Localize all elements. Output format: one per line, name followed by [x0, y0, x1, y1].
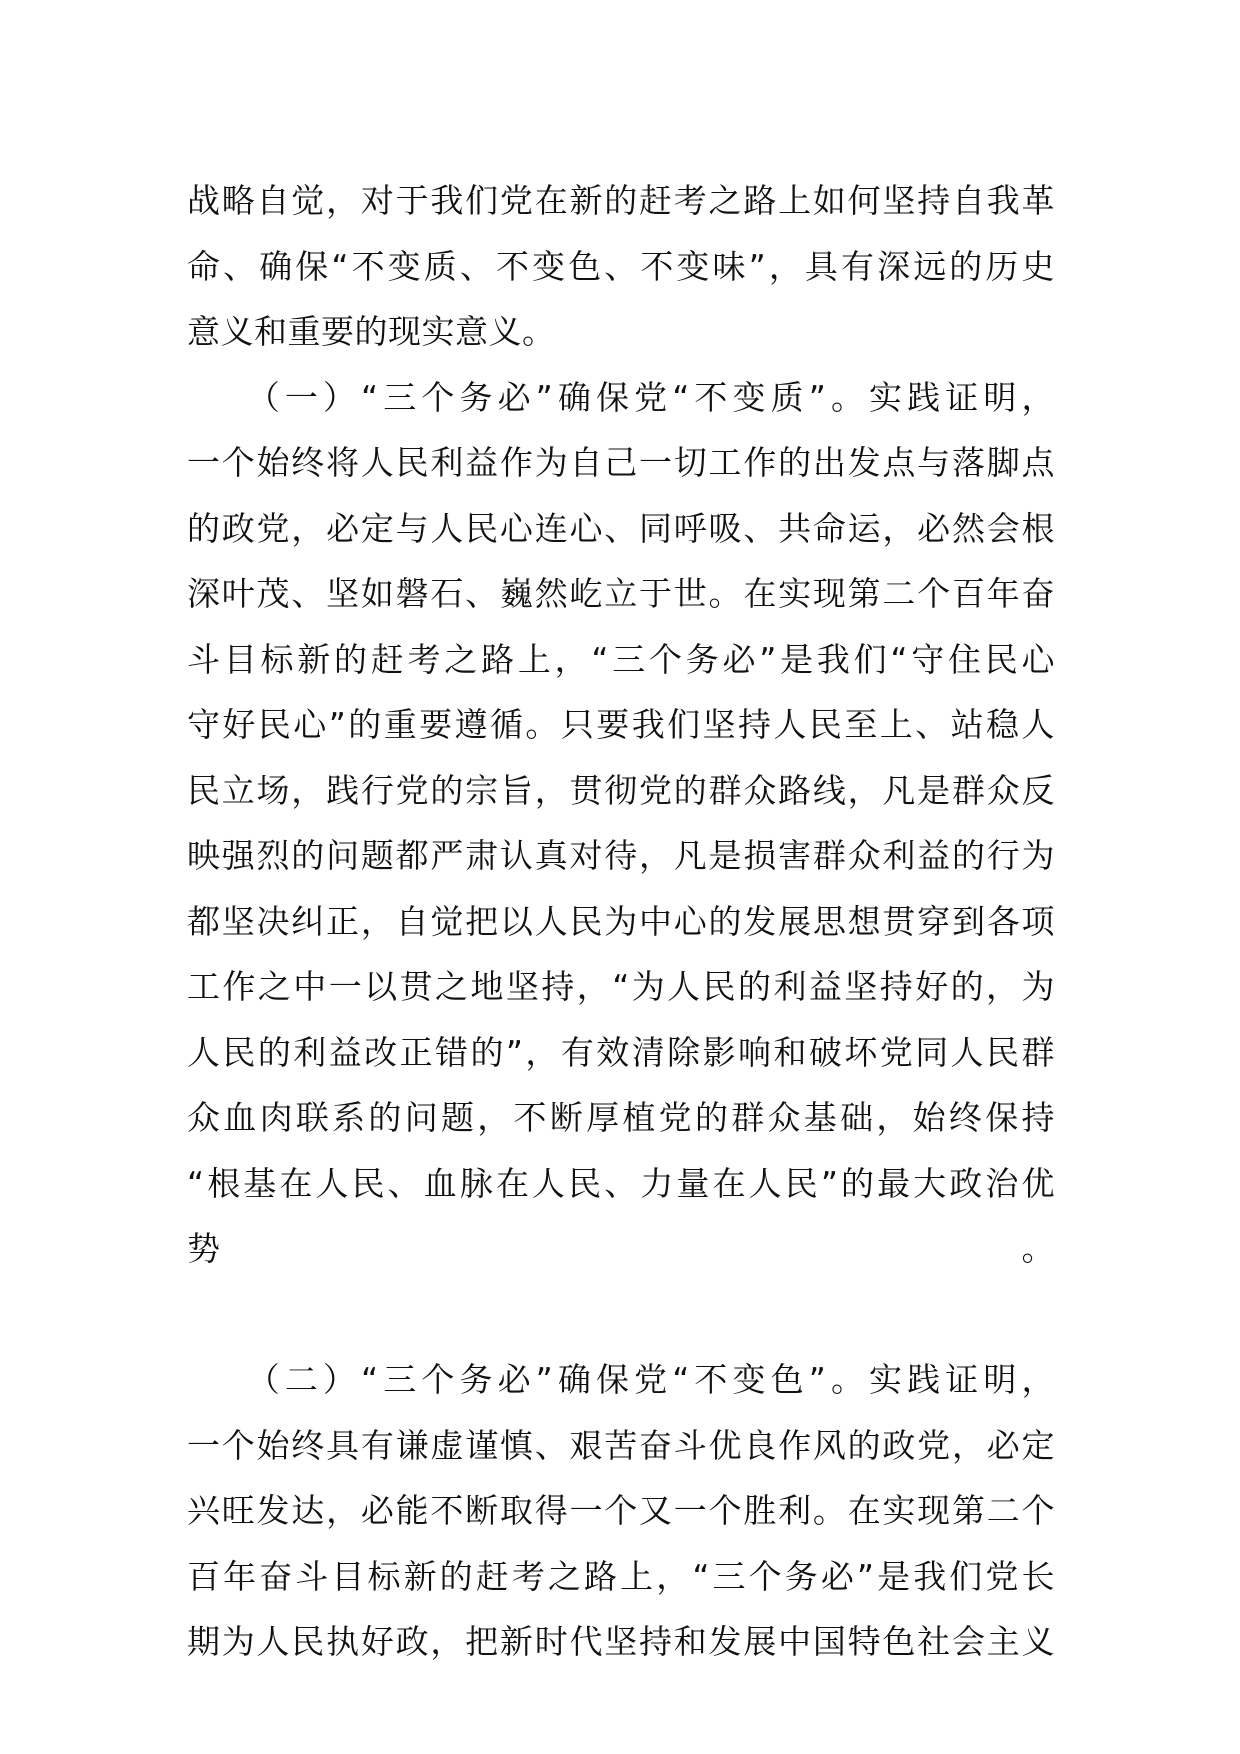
paragraph-section-one [187, 365, 1055, 1348]
paragraph-section-two [187, 1347, 1055, 1675]
paragraph-intro-continuation [187, 168, 1055, 365]
section-heading-line: （二）“三个务必”确保党“不变色”。实践证明， [187, 1360, 1055, 1399]
text-line: 都坚决纠正，自觉把以人民为中心的发展思想贯穿到各项 [187, 901, 1055, 941]
text-line: 工作之中一以贯之地坚持，“为人民的利益坚持好的，为 [187, 967, 1055, 1006]
text-line: 战略自觉，对于我们党在新的赶考之路上如何坚持自我革 [187, 181, 1055, 220]
text-line: 守好民心”的重要遵循。只要我们坚持人民至上、站稳人 [187, 705, 1055, 744]
text-line: “根基在人民、血脉在人民、力量在人民”的最大政治优 [187, 1163, 1055, 1203]
section-heading-line: （一）“三个务必”确保党“不变质”。实践证明， [187, 377, 1055, 417]
text-line: 百年奋斗目标新的赶考之路上，“三个务必”是我们党长 [187, 1556, 1055, 1596]
text-line: 人民的利益改正错的”，有效清除影响和破坏党同人民群 [187, 1032, 1055, 1072]
text-line [187, 1282, 1055, 1348]
text-line: 势。 [187, 1229, 1055, 1268]
text-line: 斗目标新的赶考之路上，“三个务必”是我们“守住民心 [187, 639, 1055, 679]
text-line: 意义和重要的现实意义。 [187, 312, 556, 351]
text-line: 一个始终具有谦虚谨慎、艰苦奋斗优良作风的政党，必定 [187, 1425, 1055, 1465]
text-line: 期为人民执好政，把新时代坚持和发展中国特色社会主义 [187, 1622, 1055, 1661]
text-line: 映强烈的问题都严肃认真对待，凡是损害群众利益的行为 [187, 836, 1055, 875]
text-line: 兴旺发达，必能不断取得一个又一个胜利。在实现第二个 [187, 1491, 1055, 1530]
text-line: 的政党，必定与人民心连心、同呼吸、共命运，必然会根 [187, 508, 1055, 548]
text-line: 民立场，践行党的宗旨，贯彻党的群众路线，凡是群众反 [187, 770, 1055, 810]
text-line: 一个始终将人民利益作为自己一切工作的出发点与落脚点 [187, 443, 1055, 482]
text-line: 命、确保“不变质、不变色、不变味”，具有深远的历史 [187, 246, 1055, 286]
document-body [187, 168, 1055, 1675]
text-line: 深叶茂、坚如磐石、巍然屹立于世。在实现第二个百年奋 [187, 574, 1055, 613]
text-line: 众血肉联系的问题，不断厚植党的群众基础，始终保持 [187, 1098, 1055, 1137]
